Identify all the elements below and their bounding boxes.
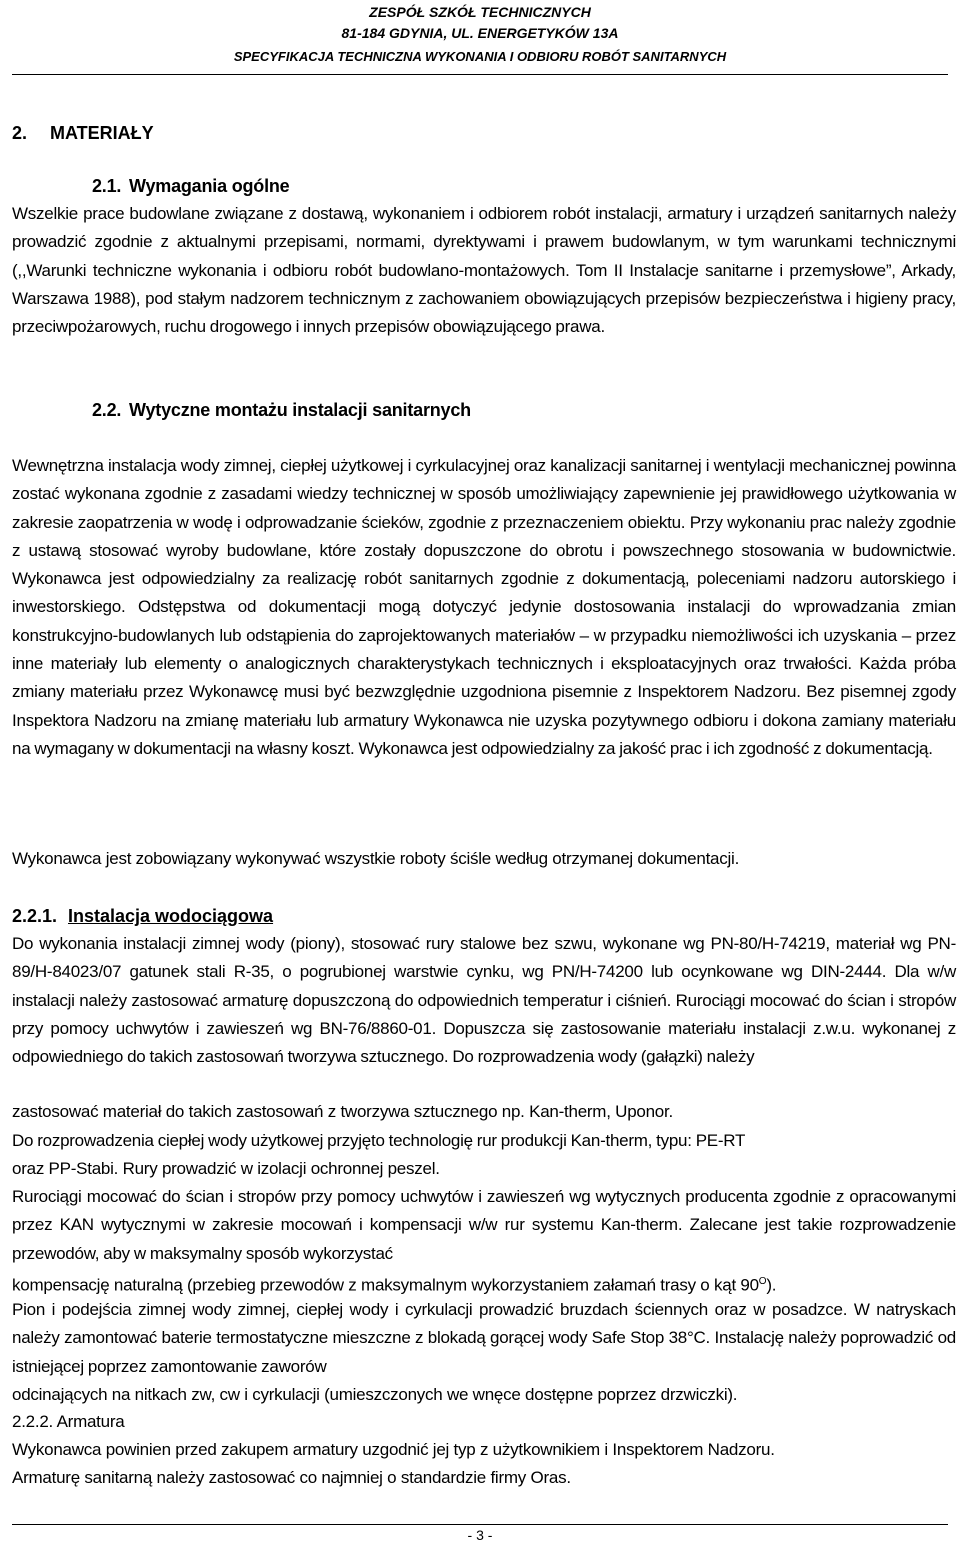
paragraph-water-pipes-last-line: zastosować materiał do takich zastosowań z tworzywa sztucznego np. Kan-therm, Uponor. <box>12 1102 673 1121</box>
header-address: 81-184 GDYNIA, UL. ENERGETYKÓW 13A <box>341 25 619 41</box>
section-number: 2. <box>12 123 28 143</box>
footer-divider <box>12 1524 948 1525</box>
section-heading-materials <box>12 120 154 146</box>
header-spec-title: SPECYFIKACJA TECHNICZNA WYKONANIA I ODBIORU ROBÓT SANITARNYCH <box>233 49 727 64</box>
degree-superscript: O <box>758 1276 767 1287</box>
subsection-heading-2-2-1 <box>12 903 273 929</box>
compensation-text-end: ). <box>766 1275 777 1295</box>
subsection-heading-2-2 <box>92 397 471 423</box>
paragraph-general-requirements: Wszelkie prace budowlane związane z dostawą, wykonaniem i odbiorem robót instalacji, armatury i urządzeń sanitarnych należy prowadzić zgodnie z aktualnymi przepisami, normami, dyrektywami i prawem budowlanym, w tym warunkami technicznymi (,,Warunki techniczne wykonania i odbioru robót budowlano-montażowych. Tom II Instalacje sanitarne i przemysłowe”, Arkady, Warszawa 1988), pod stałym nadzorem technicznym z zachowaniem obowiązujących przepisów bezpieczeństwa i higieny pracy, przeciwpożarowych, ruchu drogowego i innych przepisów obowiązującego prawa. <box>12 204 956 337</box>
page-number: - 3 - <box>467 1527 493 1543</box>
subsection-number: 2.1. <box>92 176 122 196</box>
paragraph-hot-water: Do rozprowadzenia ciepłej wody użytkowej przyjęto technologię rur produkcji Kan-therm, typu: PE-RT <box>12 1131 746 1150</box>
paragraph-hot-water-last-line: oraz PP-Stabi. Rury prowadzić w izolacji ochronnej peszel. <box>12 1159 440 1178</box>
subsection-heading-2-2-2: 2.2.2. Armatura <box>12 1412 125 1431</box>
paragraph-fittings-line-1: Wykonawca powinien przed zakupem armatury uzgodnić jej typ z użytkownikiem i Inspektorem Nadzoru. <box>12 1440 775 1459</box>
paragraph-risers: Pion i podejścia zimnej wody zimnej, ciepłej wody i cyrkulacji prowadzić bruzdach ściennych oraz w posadzce. W natryskach należy zamontować baterie termostatyczne mieszczne z blokadą gorącej wody Safe Stop 38°C. Instalację należy poprowadzić od istniejącej poprzez zamontowanie zaworów <box>12 1300 956 1376</box>
section-title: MATERIAŁY <box>50 123 154 143</box>
compensation-text: kompensację naturalną (przebieg przewodów z maksymalnym wykorzystaniem załamań trasy o kąt 90 <box>12 1275 759 1295</box>
header-divider <box>12 74 948 75</box>
paragraph-pipe-mounting: Rurociągi mocować do ścian i stropów przy pomocy uchwytów i zawieszeń wg wytycznych producenta zgodnie z opracowanymi przez KAN wytycznymi w zakresie mocowań i kompensacji w/w rur systemu Kan-therm. Zalecane jest takie rozprowadzenie przewodów, aby w maksymalny sposób wykorzystać <box>12 1187 956 1263</box>
paragraph-fittings-line-2: Armaturę sanitarną należy zastosować co najmniej o standardzie firmy Oras. <box>12 1468 571 1487</box>
paragraph-installation-guidelines: Wewnętrzna instalacja wody zimnej, ciepłej użytkowej i cyrkulacyjnej oraz kanalizacji sanitarnej i wentylacji mechanicznej powinna zostać wykonana zgodnie z zasadami wiedzy technicznej w sposób umożliwiający zapewnienie jej prawidłowego użytkowania w zakresie zaopatrzenia w wodę i odprowadzanie ścieków, zgodnie z przeznaczeniem obiektu. Przy wykonaniu prac należy zgodnie z ustawą stosować wyroby budowlane, które zostały dopuszczone do obrotu i powszechnego stosowania w budownictwie. Wykonawca jest odpowiedzialny za realizację robót sanitarnych zgodnie z dokumentacją, poleceniami nadzoru autorskiego i inwestorskiego. Odstępstwa od dokumentacji mogą dotyczyć jedynie dostosowania instalacji do wprowadzania zmian konstrukcyjno-budowlanych lub odstąpienia do zaprojektowanych materiałów – w przypadku niemożliwości ich uzyskania – przez inne materiały lub elementy o analogicznych charakterystykach technicznych i eksploatacyjnych oraz trwałości. Każda próba zmiany materiału przez Wykonawcę musi być bezwzględnie uzgodniona pisemnie z Inspektorem Nadzoru. Bez pisemnej zgody Inspektora Nadzoru na zmianę materiału lub armatury Wykonawca nie uzyska pozytywnego odbioru i dokona zamiany materiału na wymagany w dokumentacji na własny koszt. Wykonawca jest odpowiedzialny za jakość prac i ich zgodność z dokumentacją. <box>12 456 956 758</box>
subsection-number: 2.2. <box>92 400 122 420</box>
subsection-number: 2.2.1. <box>12 906 58 926</box>
paragraph-pipe-mounting-last-line <box>12 1268 956 1300</box>
header-school-name: ZESPÓŁ SZKÓŁ TECHNICZNYCH <box>369 4 591 20</box>
paragraph-installation-guidelines-last-line: Wykonawca jest zobowiązany wykonywać wszystkie roboty ściśle według otrzymanej dokumentacji. <box>12 849 740 868</box>
subsection-title: Wymagania ogólne <box>129 176 290 196</box>
subsection-title: Wytyczne montażu instalacji sanitarnych <box>129 400 471 420</box>
subsection-title: Instalacja wodociągowa <box>68 906 274 926</box>
subsection-heading-2-1 <box>92 173 290 199</box>
paragraph-risers-last-line: odcinających na nitkach zw, cw i cyrkulacji (umieszczonych we wnęce dostępne poprzez drzwiczki). <box>12 1385 738 1404</box>
paragraph-water-pipes: Do wykonania instalacji zimnej wody (piony), stosować rury stalowe bez szwu, wykonane wg PN-80/H-74219, materiał wg PN-89/H-84023/07 gatunek stali R-35, o pogrubionej warstwie cynku, wg PN/H-74200 lub ocynkowane wg DIN-2444. Dla w/w instalacji należy zastosować armaturę dopuszczoną do odpowiednich temperatur i ciśnień. Rurociągi mocować do ścian i stropów przy pomocy uchwytów i zawieszeń wg BN-76/8860-01. Dopuszcza się zastosowanie materiału instalacji z.w.u. wykonanej z odpowiedniego do takich zastosowań tworzywa sztucznego. Do rozprowadzenia wody (gałązki) należy <box>12 934 956 1067</box>
